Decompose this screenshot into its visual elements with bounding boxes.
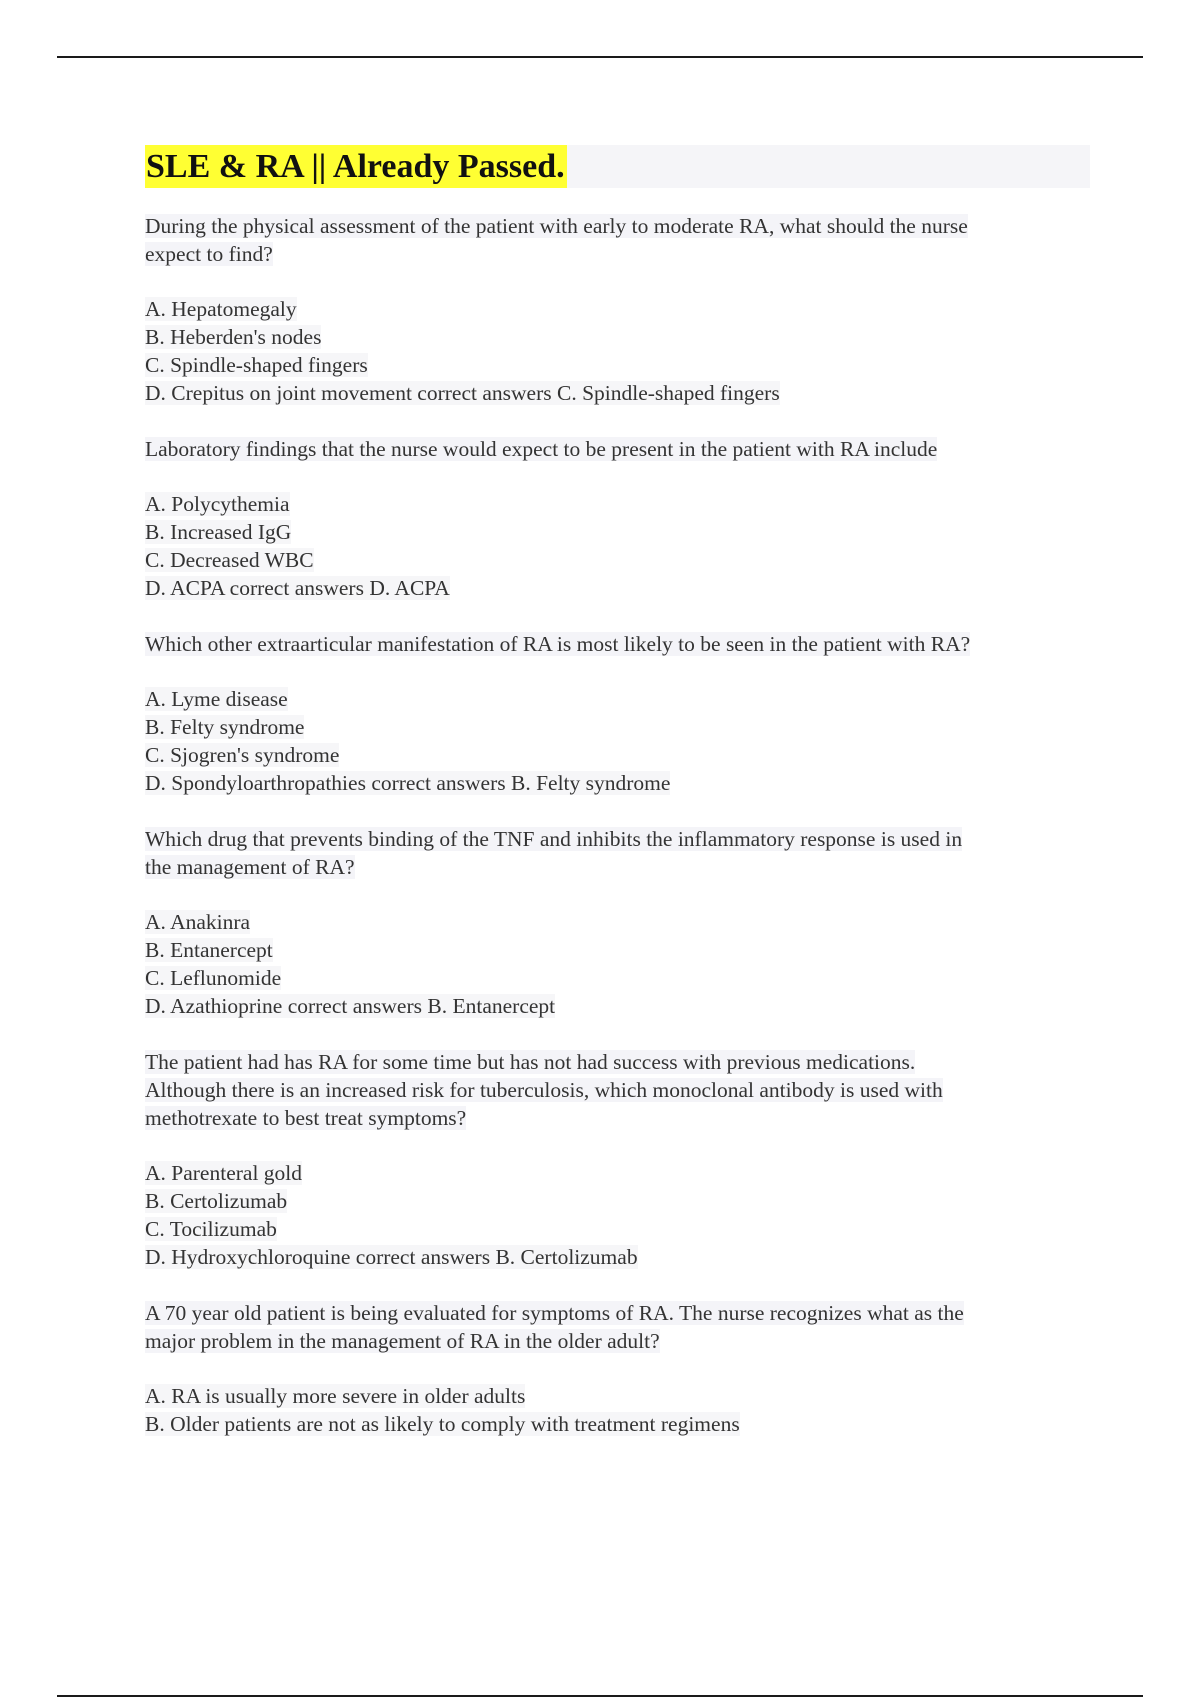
- question-line: Laboratory findings that the nurse would expect to be present in the patient with RA include: [145, 437, 938, 461]
- question-block: [145, 825, 1090, 1020]
- document-title: SLE & RA || Already Passed.: [145, 145, 567, 188]
- question-line: major problem in the management of RA in the older adult?: [145, 1329, 660, 1353]
- question-text: [145, 435, 1090, 463]
- answer-option: D. Spondyloarthropathies correct answers B. Felty syndrome: [145, 771, 671, 795]
- answer-option: D. Hydroxychloroquine correct answers B. Certolizumab: [145, 1245, 638, 1269]
- answer-options: [145, 1382, 1090, 1438]
- answer-option: A. Parenteral gold: [145, 1161, 303, 1185]
- question-line: methotrexate to best treat symptoms?: [145, 1106, 467, 1130]
- answer-option: B. Felty syndrome: [145, 715, 305, 739]
- answer-option: C. Tocilizumab: [145, 1217, 277, 1241]
- question-line: the management of RA?: [145, 855, 355, 879]
- question-line: expect to find?: [145, 242, 273, 266]
- answer-options: [145, 1159, 1090, 1271]
- question-text: [145, 630, 1090, 658]
- question-line: Which drug that prevents binding of the TNF and inhibits the inflammatory response is used in: [145, 827, 963, 851]
- answer-option: A. RA is usually more severe in older adults: [145, 1384, 526, 1408]
- question-block: [145, 1299, 1090, 1438]
- question-line: The patient had has RA for some time but has not had success with previous medications.: [145, 1050, 916, 1074]
- question-text: [145, 1048, 1090, 1132]
- answer-option: A. Anakinra: [145, 910, 251, 934]
- answer-options: [145, 295, 1090, 407]
- question-text: [145, 212, 1090, 268]
- answer-option: C. Sjogren's syndrome: [145, 743, 340, 767]
- answer-option: A. Lyme disease: [145, 687, 288, 711]
- document-body: [145, 145, 1090, 1466]
- answer-option: D. Crepitus on joint movement correct answers C. Spindle-shaped fingers: [145, 381, 780, 405]
- answer-options: [145, 490, 1090, 602]
- bottom-rule: [57, 1695, 1143, 1697]
- question-block: [145, 212, 1090, 407]
- answer-option: A. Hepatomegaly: [145, 297, 297, 321]
- question-line: Which other extraarticular manifestation of RA is most likely to be seen in the patient with RA?: [145, 632, 971, 656]
- question-line: Although there is an increased risk for tuberculosis, which monoclonal antibody is used with: [145, 1078, 943, 1102]
- answer-option: D. Azathioprine correct answers B. Entanercept: [145, 994, 556, 1018]
- question-block: [145, 1048, 1090, 1271]
- answer-option: C. Spindle-shaped fingers: [145, 353, 368, 377]
- answer-option: C. Leflunomide: [145, 966, 282, 990]
- top-rule: [57, 56, 1143, 58]
- answer-option: C. Decreased WBC: [145, 548, 314, 572]
- answer-option: B. Increased IgG: [145, 520, 292, 544]
- answer-option: B. Entanercept: [145, 938, 273, 962]
- answer-options: [145, 908, 1090, 1020]
- answer-options: [145, 685, 1090, 797]
- question-block: [145, 630, 1090, 797]
- answer-option: B. Older patients are not as likely to comply with treatment regimens: [145, 1412, 740, 1436]
- question-text: [145, 1299, 1090, 1355]
- answer-option: A. Polycythemia: [145, 492, 290, 516]
- answer-option: D. ACPA correct answers D. ACPA: [145, 576, 450, 600]
- question-line: A 70 year old patient is being evaluated for symptoms of RA. The nurse recognizes what as the: [145, 1301, 964, 1325]
- title-band: [145, 145, 1090, 188]
- question-text: [145, 825, 1090, 881]
- answer-option: B. Heberden's nodes: [145, 325, 322, 349]
- answer-option: B. Certolizumab: [145, 1189, 288, 1213]
- question-line: During the physical assessment of the patient with early to moderate RA, what should the nurse: [145, 214, 968, 238]
- question-block: [145, 435, 1090, 602]
